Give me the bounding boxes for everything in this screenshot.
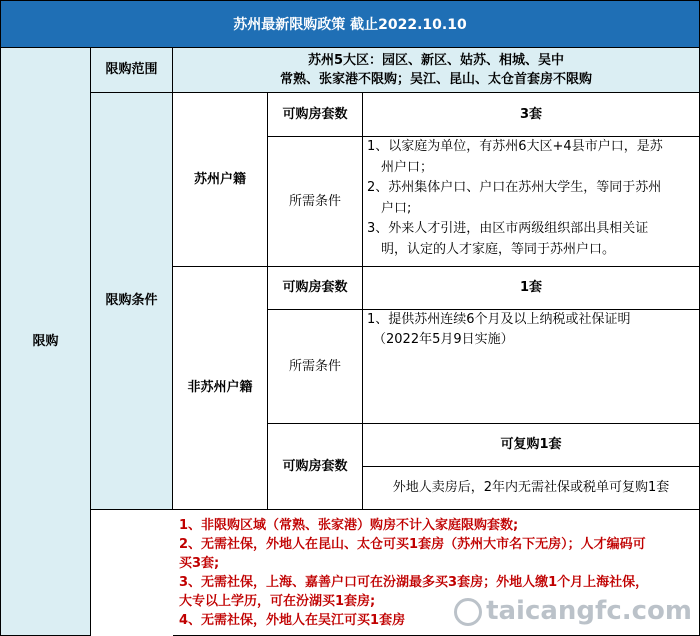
watermark-text: taicangfc.com <box>486 596 692 626</box>
non-suzhou-req-line: （2022年5月9日实施） <box>373 332 514 347</box>
conditions-label: 限购条件 <box>105 293 158 308</box>
page-title-text: 苏州最新限购政策 截止2022.10.10 <box>233 17 467 33</box>
suzhou-req-line: 1、以家庭为单位，有苏州6大区+4县市户口，是苏 <box>367 139 663 154</box>
suzhou-count-value: 3套 <box>519 106 543 122</box>
non-suzhou-hukou-label: 非苏州户籍 <box>187 380 253 395</box>
suzhou-count-value-cell <box>363 93 700 137</box>
side-label: 限购 <box>32 333 59 349</box>
note-line: 1、非限购区域（常熟、张家港）购房不计入家庭限购套数; <box>179 517 519 533</box>
non-suzhou-count2-label-cell <box>268 424 363 510</box>
note-line: 2、无需社保，外地人在昆山、太仓可买1套房（苏州大市名下无房）；人才编码可 <box>179 536 646 552</box>
scope-line-1: 苏州5大区：园区、新区、姑苏、相城、吴中 <box>307 53 565 68</box>
suzhou-req-line: 3、外来人才引进，由区市两级组织部出具相关证 <box>367 221 649 236</box>
non-suzhou-req-label: 所需条件 <box>288 358 341 374</box>
scope-content-cell <box>173 48 700 93</box>
note-line: 4、无需社保，外地人在吴江可买1套房 <box>179 612 406 628</box>
suzhou-req-text-cell <box>363 137 700 267</box>
non-suzhou-req-text-cell <box>363 310 700 424</box>
watermark <box>454 596 692 626</box>
suzhou-count-label: 可购房套数 <box>282 106 348 122</box>
non-suzhou-count2-value-cell <box>363 424 700 467</box>
conditions-label-cell <box>91 93 173 510</box>
non-suzhou-count2-label: 可购房套数 <box>282 458 348 474</box>
scope-label: 限购范围 <box>105 62 158 77</box>
non-suzhou-count-label: 可购房套数 <box>282 280 348 295</box>
non-suzhou-req-line: 1、提供苏州连续6个月及以上纳税或社保证明 <box>367 312 631 327</box>
side-label-cell <box>0 48 91 636</box>
scope-label-cell <box>91 48 173 93</box>
suzhou-hukou-label-cell <box>173 93 268 267</box>
suzhou-hukou-label: 苏州户籍 <box>193 171 246 187</box>
watermark-logo-icon <box>454 598 482 626</box>
suzhou-req-label: 所需条件 <box>288 193 341 209</box>
non-suzhou-count-value: 1套 <box>519 280 543 295</box>
non-suzhou-count2-note-cell <box>363 467 700 510</box>
non-suzhou-count-value-cell <box>363 267 700 310</box>
suzhou-req-line: 州户口； <box>381 159 434 175</box>
page-title <box>0 0 700 48</box>
non-suzhou-count2-value: 可复购1套 <box>500 437 562 452</box>
non-suzhou-req-label-cell <box>268 310 363 424</box>
non-suzhou-hukou-label-cell <box>173 267 268 510</box>
suzhou-count-label-cell <box>268 93 363 137</box>
note-line: 3、无需社保，上海、嘉善户口可在汾湖最多买3套房；外地人缴1个月上海社保， <box>179 574 649 590</box>
non-suzhou-count2-note: 外地人卖房后，2年内无需社保或税单可复购1套 <box>392 480 670 495</box>
scope-line-2: 常熟、张家港不限购；吴江、昆山、太仓首套房不限购 <box>279 72 592 87</box>
suzhou-req-line: 户口; <box>381 200 412 216</box>
suzhou-req-line: 2、苏州集体户口、户口在苏州大学生，等同于苏州 <box>367 180 662 195</box>
suzhou-req-label-cell <box>268 137 363 267</box>
note-line: 买3套; <box>179 555 220 571</box>
non-suzhou-count-label-cell <box>268 267 363 310</box>
note-line: 大专以上学历，可在汾湖买1套房; <box>179 593 376 609</box>
suzhou-req-line: 明，认定的人才家庭，等同于苏州户口。 <box>381 241 616 257</box>
